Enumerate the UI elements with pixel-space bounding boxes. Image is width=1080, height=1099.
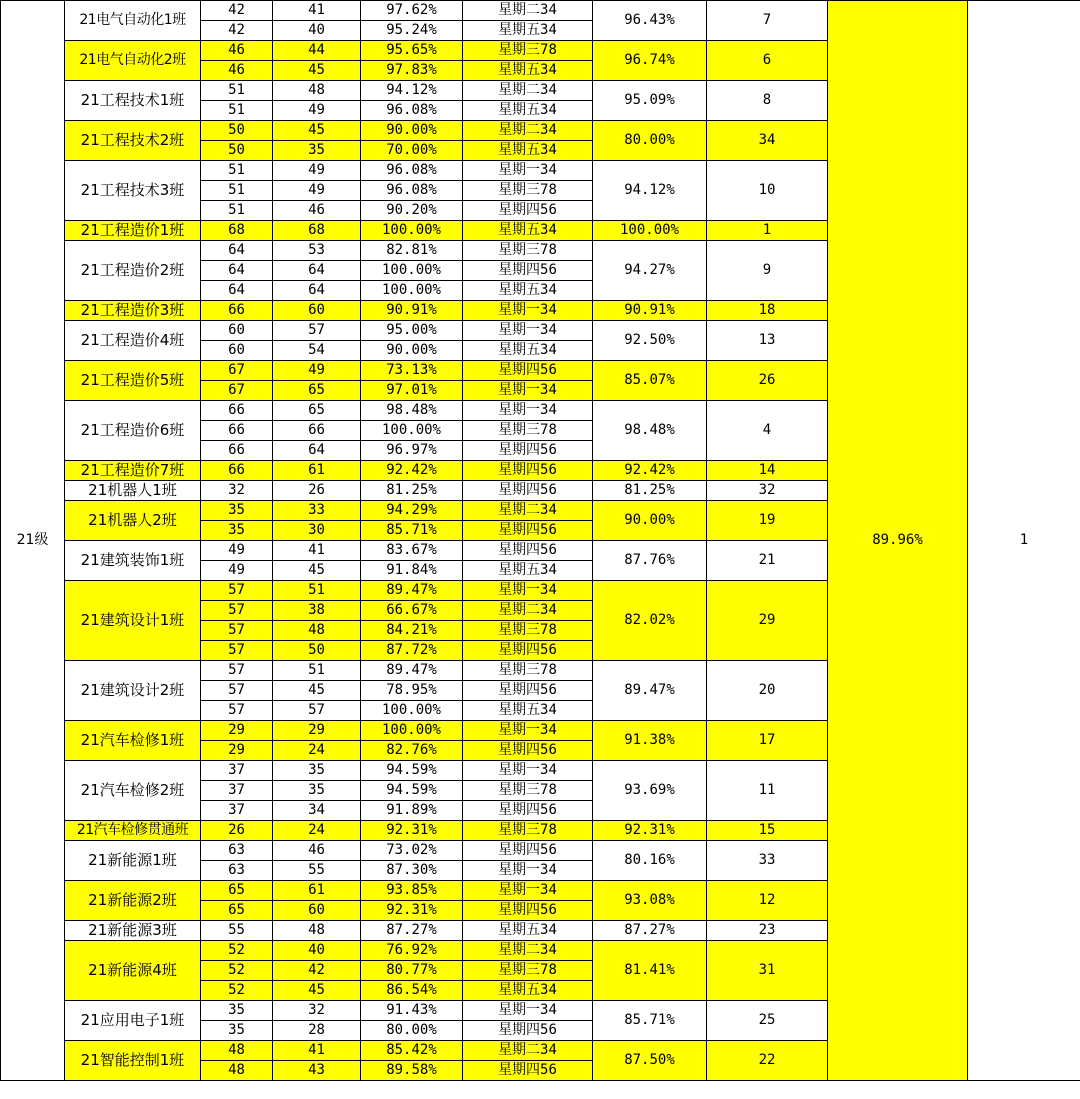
enrolled-count-cell: 51 (201, 101, 273, 121)
enrolled-count-cell: 37 (201, 761, 273, 781)
class-name-cell: 21电气自动化2班 (65, 41, 201, 81)
session-time-cell: 星期三78 (463, 621, 593, 641)
class-average-rate-cell: 85.71% (593, 1001, 707, 1041)
class-name-cell: 21建筑设计1班 (65, 581, 201, 661)
present-count-cell: 41 (273, 1041, 361, 1061)
session-time-cell: 星期五34 (463, 921, 593, 941)
attendance-rate-cell: 73.02% (361, 841, 463, 861)
enrolled-count-cell: 65 (201, 881, 273, 901)
session-time-cell: 星期四56 (463, 901, 593, 921)
attendance-rate-cell: 92.31% (361, 821, 463, 841)
class-rank-cell: 19 (707, 501, 828, 541)
attendance-rate-cell: 95.65% (361, 41, 463, 61)
session-time-cell: 星期二34 (463, 941, 593, 961)
session-time-cell: 星期一34 (463, 861, 593, 881)
present-count-cell: 57 (273, 321, 361, 341)
attendance-rate-cell: 84.21% (361, 621, 463, 641)
class-rank-cell: 26 (707, 361, 828, 401)
enrolled-count-cell: 46 (201, 41, 273, 61)
session-time-cell: 星期三78 (463, 781, 593, 801)
enrolled-count-cell: 35 (201, 1021, 273, 1041)
present-count-cell: 46 (273, 201, 361, 221)
session-time-cell: 星期四56 (463, 261, 593, 281)
session-time-cell: 星期二34 (463, 1, 593, 21)
attendance-rate-cell: 87.30% (361, 861, 463, 881)
attendance-rate-cell: 96.08% (361, 101, 463, 121)
enrolled-count-cell: 64 (201, 261, 273, 281)
attendance-rate-cell: 82.76% (361, 741, 463, 761)
enrolled-count-cell: 51 (201, 201, 273, 221)
class-rank-cell: 15 (707, 821, 828, 841)
attendance-rate-cell: 81.25% (361, 481, 463, 501)
attendance-rate-cell: 92.31% (361, 901, 463, 921)
session-time-cell: 星期四56 (463, 201, 593, 221)
class-average-rate-cell: 100.00% (593, 221, 707, 241)
session-time-cell: 星期四56 (463, 361, 593, 381)
class-name-cell: 21工程造价2班 (65, 241, 201, 301)
enrolled-count-cell: 52 (201, 981, 273, 1001)
present-count-cell: 57 (273, 701, 361, 721)
class-rank-cell: 4 (707, 401, 828, 461)
class-name-cell: 21新能源2班 (65, 881, 201, 921)
present-count-cell: 60 (273, 901, 361, 921)
enrolled-count-cell: 42 (201, 1, 273, 21)
present-count-cell: 38 (273, 601, 361, 621)
class-rank-cell: 22 (707, 1041, 828, 1081)
class-rank-cell: 34 (707, 121, 828, 161)
attendance-rate-cell: 97.01% (361, 381, 463, 401)
session-time-cell: 星期三78 (463, 41, 593, 61)
class-average-rate-cell: 81.41% (593, 941, 707, 1001)
attendance-rate-cell: 66.67% (361, 601, 463, 621)
attendance-rate-cell: 91.43% (361, 1001, 463, 1021)
session-time-cell: 星期一34 (463, 881, 593, 901)
enrolled-count-cell: 67 (201, 361, 273, 381)
enrolled-count-cell: 49 (201, 561, 273, 581)
session-time-cell: 星期五34 (463, 21, 593, 41)
attendance-rate-cell: 95.00% (361, 321, 463, 341)
enrolled-count-cell: 51 (201, 161, 273, 181)
attendance-rate-cell: 100.00% (361, 261, 463, 281)
enrolled-count-cell: 29 (201, 741, 273, 761)
class-rank-cell: 18 (707, 301, 828, 321)
attendance-rate-cell: 100.00% (361, 221, 463, 241)
class-rank-cell: 10 (707, 161, 828, 221)
class-rank-cell: 12 (707, 881, 828, 921)
session-time-cell: 星期一34 (463, 581, 593, 601)
session-time-cell: 星期三78 (463, 961, 593, 981)
class-name-cell: 21机器人2班 (65, 501, 201, 541)
attendance-rate-cell: 98.48% (361, 401, 463, 421)
session-time-cell: 星期一34 (463, 161, 593, 181)
present-count-cell: 65 (273, 401, 361, 421)
enrolled-count-cell: 63 (201, 841, 273, 861)
class-rank-cell: 11 (707, 761, 828, 821)
class-name-cell: 21工程造价4班 (65, 321, 201, 361)
present-count-cell: 40 (273, 21, 361, 41)
attendance-rate-cell: 70.00% (361, 141, 463, 161)
class-average-rate-cell: 82.02% (593, 581, 707, 661)
session-time-cell: 星期五34 (463, 221, 593, 241)
attendance-rate-cell: 91.89% (361, 801, 463, 821)
enrolled-count-cell: 37 (201, 781, 273, 801)
session-time-cell: 星期五34 (463, 341, 593, 361)
attendance-rate-cell: 93.85% (361, 881, 463, 901)
enrolled-count-cell: 46 (201, 61, 273, 81)
class-rank-cell: 31 (707, 941, 828, 1001)
enrolled-count-cell: 66 (201, 401, 273, 421)
attendance-rate-cell: 95.24% (361, 21, 463, 41)
enrolled-count-cell: 42 (201, 21, 273, 41)
class-name-cell: 21汽车检修贯通班 (65, 821, 201, 841)
class-name-cell: 21工程技术2班 (65, 121, 201, 161)
attendance-rate-cell: 85.42% (361, 1041, 463, 1061)
grade-label: 21级 (1, 1, 65, 1081)
enrolled-count-cell: 68 (201, 221, 273, 241)
class-rank-cell: 7 (707, 1, 828, 41)
session-time-cell: 星期四56 (463, 461, 593, 481)
session-time-cell: 星期二34 (463, 1041, 593, 1061)
attendance-rate-cell: 96.97% (361, 441, 463, 461)
attendance-table-body (1, 1, 1080, 1081)
attendance-rate-cell: 92.42% (361, 461, 463, 481)
class-average-rate-cell: 90.00% (593, 501, 707, 541)
attendance-rate-cell: 90.00% (361, 121, 463, 141)
session-time-cell: 星期二34 (463, 81, 593, 101)
enrolled-count-cell: 52 (201, 961, 273, 981)
present-count-cell: 45 (273, 681, 361, 701)
enrolled-count-cell: 50 (201, 121, 273, 141)
class-name-cell: 21工程造价7班 (65, 461, 201, 481)
class-average-rate-cell: 89.47% (593, 661, 707, 721)
attendance-rate-cell: 97.62% (361, 1, 463, 21)
present-count-cell: 48 (273, 921, 361, 941)
session-time-cell: 星期五34 (463, 281, 593, 301)
present-count-cell: 35 (273, 781, 361, 801)
grade-overall-rate-cell: 89.96% (828, 1, 968, 1081)
present-count-cell: 42 (273, 961, 361, 981)
present-count-cell: 41 (273, 1, 361, 21)
present-count-cell: 33 (273, 501, 361, 521)
attendance-rate-cell: 96.08% (361, 161, 463, 181)
session-time-cell: 星期三78 (463, 821, 593, 841)
attendance-rate-cell: 91.84% (361, 561, 463, 581)
present-count-cell: 60 (273, 301, 361, 321)
class-average-rate-cell: 93.69% (593, 761, 707, 821)
class-rank-cell: 13 (707, 321, 828, 361)
session-time-cell: 星期四56 (463, 521, 593, 541)
class-average-rate-cell: 87.27% (593, 921, 707, 941)
attendance-rate-cell: 87.27% (361, 921, 463, 941)
attendance-rate-cell: 90.91% (361, 301, 463, 321)
enrolled-count-cell: 29 (201, 721, 273, 741)
present-count-cell: 48 (273, 621, 361, 641)
enrolled-count-cell: 26 (201, 821, 273, 841)
class-average-rate-cell: 87.76% (593, 541, 707, 581)
session-time-cell: 星期四56 (463, 481, 593, 501)
session-time-cell: 星期四56 (463, 641, 593, 661)
class-average-rate-cell: 98.48% (593, 401, 707, 461)
present-count-cell: 65 (273, 381, 361, 401)
class-average-rate-cell: 80.16% (593, 841, 707, 881)
class-name-cell: 21智能控制1班 (65, 1041, 201, 1081)
session-time-cell: 星期一34 (463, 321, 593, 341)
attendance-rate-cell: 97.83% (361, 61, 463, 81)
session-time-cell: 星期四56 (463, 1061, 593, 1081)
present-count-cell: 34 (273, 801, 361, 821)
class-average-rate-cell: 92.31% (593, 821, 707, 841)
enrolled-count-cell: 57 (201, 581, 273, 601)
present-count-cell: 64 (273, 281, 361, 301)
session-time-cell: 星期四56 (463, 681, 593, 701)
class-average-rate-cell: 92.42% (593, 461, 707, 481)
session-time-cell: 星期五34 (463, 101, 593, 121)
attendance-rate-cell: 90.20% (361, 201, 463, 221)
attendance-rate-cell: 100.00% (361, 421, 463, 441)
enrolled-count-cell: 51 (201, 181, 273, 201)
class-average-rate-cell: 90.91% (593, 301, 707, 321)
enrolled-count-cell: 67 (201, 381, 273, 401)
attendance-rate-cell: 80.77% (361, 961, 463, 981)
session-time-cell: 星期四56 (463, 541, 593, 561)
attendance-rate-cell: 78.95% (361, 681, 463, 701)
session-time-cell: 星期一34 (463, 721, 593, 741)
enrolled-count-cell: 64 (201, 241, 273, 261)
present-count-cell: 49 (273, 181, 361, 201)
enrolled-count-cell: 55 (201, 921, 273, 941)
session-time-cell: 星期二34 (463, 501, 593, 521)
session-time-cell: 星期三78 (463, 421, 593, 441)
class-average-rate-cell: 87.50% (593, 1041, 707, 1081)
present-count-cell: 30 (273, 521, 361, 541)
class-name-cell: 21工程造价1班 (65, 221, 201, 241)
session-time-cell: 星期一34 (463, 301, 593, 321)
attendance-rate-cell: 80.00% (361, 1021, 463, 1041)
present-count-cell: 61 (273, 881, 361, 901)
class-name-cell: 21新能源3班 (65, 921, 201, 941)
enrolled-count-cell: 49 (201, 541, 273, 561)
session-time-cell: 星期二34 (463, 121, 593, 141)
enrolled-count-cell: 57 (201, 601, 273, 621)
class-average-rate-cell: 92.50% (593, 321, 707, 361)
enrolled-count-cell: 63 (201, 861, 273, 881)
attendance-rate-cell: 76.92% (361, 941, 463, 961)
session-time-cell: 星期五34 (463, 981, 593, 1001)
session-time-cell: 星期五34 (463, 61, 593, 81)
class-average-rate-cell: 94.27% (593, 241, 707, 301)
present-count-cell: 24 (273, 821, 361, 841)
present-count-cell: 55 (273, 861, 361, 881)
attendance-rate-cell: 90.00% (361, 341, 463, 361)
grade-overall-rank-cell: 1 (968, 1, 1080, 1081)
session-time-cell: 星期四56 (463, 441, 593, 461)
enrolled-count-cell: 37 (201, 801, 273, 821)
enrolled-count-cell: 66 (201, 461, 273, 481)
class-name-cell: 21工程造价5班 (65, 361, 201, 401)
class-rank-cell: 33 (707, 841, 828, 881)
attendance-rate-cell: 94.12% (361, 81, 463, 101)
attendance-rate-cell: 87.72% (361, 641, 463, 661)
session-time-cell: 星期五34 (463, 701, 593, 721)
attendance-rate-cell: 100.00% (361, 701, 463, 721)
enrolled-count-cell: 35 (201, 501, 273, 521)
present-count-cell: 45 (273, 61, 361, 81)
class-average-rate-cell: 93.08% (593, 881, 707, 921)
class-rank-cell: 9 (707, 241, 828, 301)
attendance-rate-cell: 96.08% (361, 181, 463, 201)
enrolled-count-cell: 57 (201, 641, 273, 661)
enrolled-count-cell: 51 (201, 81, 273, 101)
class-name-cell: 21机器人1班 (65, 481, 201, 501)
present-count-cell: 24 (273, 741, 361, 761)
class-rank-cell: 1 (707, 221, 828, 241)
session-time-cell: 星期三78 (463, 661, 593, 681)
present-count-cell: 45 (273, 561, 361, 581)
present-count-cell: 44 (273, 41, 361, 61)
session-time-cell: 星期四56 (463, 841, 593, 861)
present-count-cell: 46 (273, 841, 361, 861)
class-name-cell: 21电气自动化1班 (65, 1, 201, 41)
class-name-cell: 21工程造价6班 (65, 401, 201, 461)
attendance-rate-cell: 85.71% (361, 521, 463, 541)
attendance-rate-cell: 86.54% (361, 981, 463, 1001)
attendance-rate-cell: 82.81% (361, 241, 463, 261)
enrolled-count-cell: 57 (201, 621, 273, 641)
enrolled-count-cell: 57 (201, 701, 273, 721)
present-count-cell: 50 (273, 641, 361, 661)
class-rank-cell: 25 (707, 1001, 828, 1041)
class-rank-cell: 6 (707, 41, 828, 81)
present-count-cell: 68 (273, 221, 361, 241)
enrolled-count-cell: 66 (201, 441, 273, 461)
session-time-cell: 星期一34 (463, 381, 593, 401)
present-count-cell: 54 (273, 341, 361, 361)
present-count-cell: 29 (273, 721, 361, 741)
session-time-cell: 星期四56 (463, 1021, 593, 1041)
enrolled-count-cell: 48 (201, 1061, 273, 1081)
enrolled-count-cell: 66 (201, 421, 273, 441)
attendance-rate-cell: 94.29% (361, 501, 463, 521)
class-rank-cell: 23 (707, 921, 828, 941)
class-average-rate-cell: 95.09% (593, 81, 707, 121)
attendance-rate-cell: 73.13% (361, 361, 463, 381)
present-count-cell: 64 (273, 261, 361, 281)
enrolled-count-cell: 48 (201, 1041, 273, 1061)
enrolled-count-cell: 60 (201, 341, 273, 361)
class-rank-cell: 21 (707, 541, 828, 581)
session-time-cell: 星期一34 (463, 1001, 593, 1021)
class-average-rate-cell: 80.00% (593, 121, 707, 161)
class-rank-cell: 29 (707, 581, 828, 661)
class-name-cell: 21建筑装饰1班 (65, 541, 201, 581)
class-average-rate-cell: 96.43% (593, 1, 707, 41)
class-average-rate-cell: 94.12% (593, 161, 707, 221)
class-name-cell: 21汽车检修2班 (65, 761, 201, 821)
attendance-rate-cell: 89.58% (361, 1061, 463, 1081)
attendance-rate-cell: 89.47% (361, 661, 463, 681)
class-name-cell: 21应用电子1班 (65, 1001, 201, 1041)
class-average-rate-cell: 96.74% (593, 41, 707, 81)
session-time-cell: 星期一34 (463, 761, 593, 781)
session-time-cell: 星期三78 (463, 241, 593, 261)
class-name-cell: 21汽车检修1班 (65, 721, 201, 761)
class-name-cell: 21建筑设计2班 (65, 661, 201, 721)
present-count-cell: 51 (273, 661, 361, 681)
table-row (1, 1, 1080, 21)
class-name-cell: 21工程技术1班 (65, 81, 201, 121)
session-time-cell: 星期一34 (463, 401, 593, 421)
attendance-rate-cell: 89.47% (361, 581, 463, 601)
present-count-cell: 49 (273, 161, 361, 181)
enrolled-count-cell: 52 (201, 941, 273, 961)
session-time-cell: 星期五34 (463, 561, 593, 581)
present-count-cell: 32 (273, 1001, 361, 1021)
present-count-cell: 28 (273, 1021, 361, 1041)
present-count-cell: 45 (273, 981, 361, 1001)
session-time-cell: 星期三78 (463, 181, 593, 201)
session-time-cell: 星期四56 (463, 741, 593, 761)
present-count-cell: 66 (273, 421, 361, 441)
enrolled-count-cell: 66 (201, 301, 273, 321)
enrolled-count-cell: 64 (201, 281, 273, 301)
attendance-rate-cell: 83.67% (361, 541, 463, 561)
attendance-rate-cell: 94.59% (361, 781, 463, 801)
class-name-cell: 21新能源4班 (65, 941, 201, 1001)
present-count-cell: 51 (273, 581, 361, 601)
present-count-cell: 35 (273, 761, 361, 781)
present-count-cell: 41 (273, 541, 361, 561)
class-rank-cell: 32 (707, 481, 828, 501)
present-count-cell: 40 (273, 941, 361, 961)
class-name-cell: 21工程技术3班 (65, 161, 201, 221)
enrolled-count-cell: 65 (201, 901, 273, 921)
enrolled-count-cell: 60 (201, 321, 273, 341)
present-count-cell: 61 (273, 461, 361, 481)
session-time-cell: 星期五34 (463, 141, 593, 161)
session-time-cell: 星期四56 (463, 801, 593, 821)
class-rank-cell: 8 (707, 81, 828, 121)
class-average-rate-cell: 81.25% (593, 481, 707, 501)
present-count-cell: 43 (273, 1061, 361, 1081)
class-rank-cell: 20 (707, 661, 828, 721)
enrolled-count-cell: 57 (201, 661, 273, 681)
present-count-cell: 49 (273, 101, 361, 121)
present-count-cell: 49 (273, 361, 361, 381)
class-name-cell: 21新能源1班 (65, 841, 201, 881)
enrolled-count-cell: 32 (201, 481, 273, 501)
class-rank-cell: 14 (707, 461, 828, 481)
enrolled-count-cell: 57 (201, 681, 273, 701)
session-time-cell: 星期二34 (463, 601, 593, 621)
class-average-rate-cell: 91.38% (593, 721, 707, 761)
present-count-cell: 26 (273, 481, 361, 501)
present-count-cell: 64 (273, 441, 361, 461)
attendance-rate-cell: 94.59% (361, 761, 463, 781)
class-rank-cell: 17 (707, 721, 828, 761)
present-count-cell: 35 (273, 141, 361, 161)
enrolled-count-cell: 35 (201, 521, 273, 541)
attendance-rate-cell: 100.00% (361, 281, 463, 301)
present-count-cell: 45 (273, 121, 361, 141)
class-name-cell: 21工程造价3班 (65, 301, 201, 321)
present-count-cell: 53 (273, 241, 361, 261)
enrolled-count-cell: 35 (201, 1001, 273, 1021)
class-average-rate-cell: 85.07% (593, 361, 707, 401)
present-count-cell: 48 (273, 81, 361, 101)
attendance-rate-cell: 100.00% (361, 721, 463, 741)
enrolled-count-cell: 50 (201, 141, 273, 161)
